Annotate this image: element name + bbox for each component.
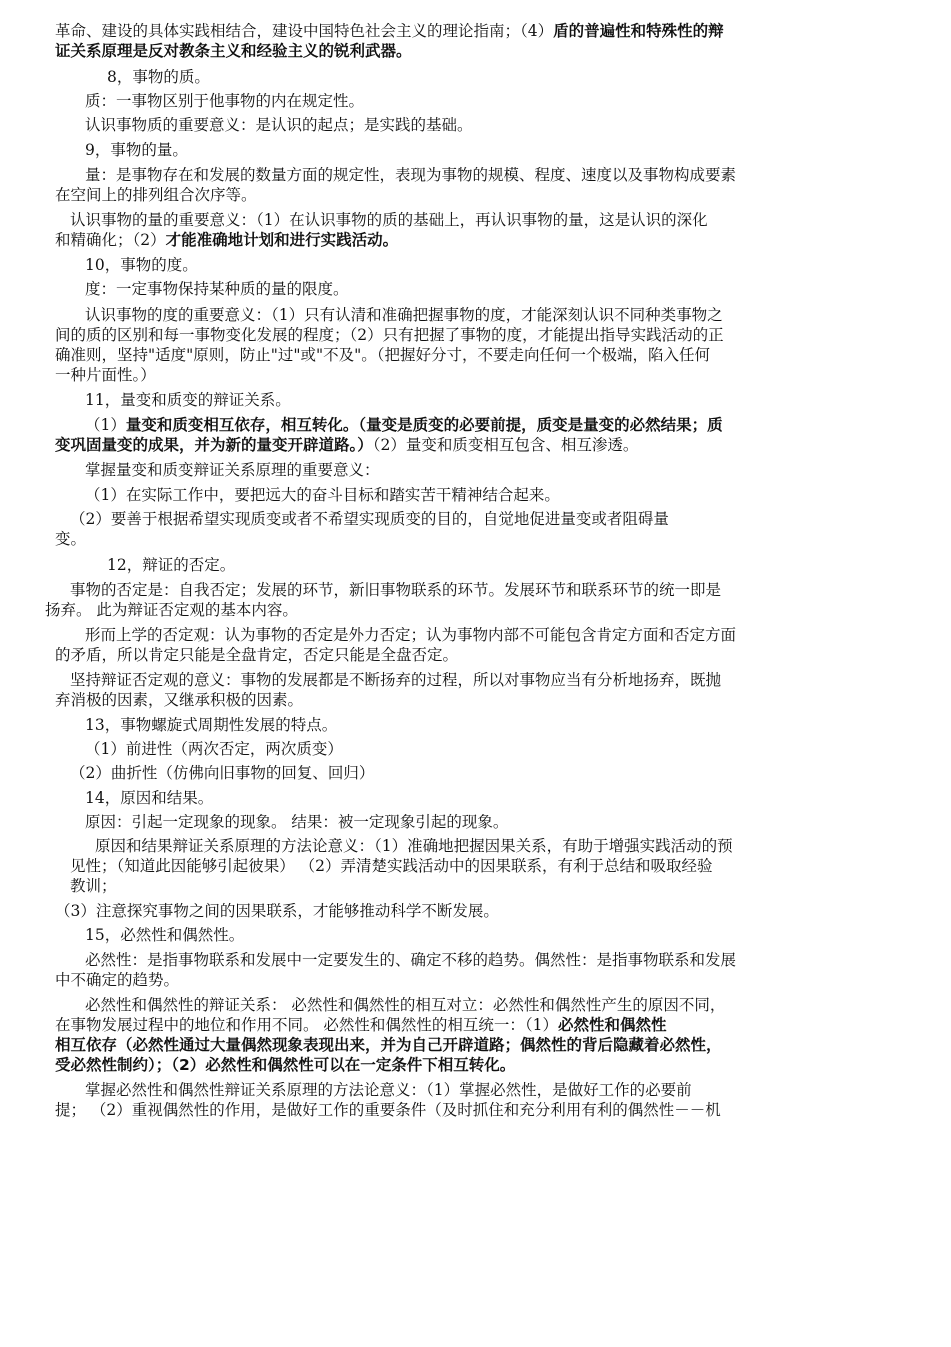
text-segment: 认识事物的量的重要意义：（1）在认识事物的质的基础上，再认识事物的量，这是认识的深化 <box>70 211 708 229</box>
text-line <box>70 510 669 529</box>
text-segment: 必然性和偶然性的辩证关系： 必然性和偶然性的相互对立：必然性和偶然性产生的原因不同， <box>85 996 726 1014</box>
text-segment: 8，事物的质。 <box>107 68 210 86</box>
bold-text-segment: 必然性和偶然性 <box>558 1016 667 1034</box>
text-segment: 扬弃。 此为辩证否定观的基本内容。 <box>45 601 298 619</box>
text-segment: 掌握必然性和偶然性辩证关系原理的方法论意义：（1）掌握必然性，是做好工作的必要前 <box>85 1081 692 1099</box>
text-line <box>55 346 710 365</box>
text-line <box>85 951 736 970</box>
bold-text-segment: 才能准确地计划和进行实践活动。 <box>165 231 399 249</box>
bold-text-segment: 盾的普遍性和特殊性的辩 <box>553 22 724 40</box>
text-segment: 和精确化；（2） <box>55 231 166 249</box>
text-line <box>85 416 723 435</box>
text-line <box>85 166 736 185</box>
text-segment: 一种片面性。） <box>55 366 156 384</box>
text-line <box>85 256 198 275</box>
text-segment: 坚持辩证否定观的意义：事物的发展都是不断扬弃的过程，所以对事物应当有分析地扬弃，既抛 <box>70 671 722 689</box>
text-line <box>45 601 298 620</box>
text-segment: 确准则，坚持"适度"原则，防止"过"或"不及"。（把握好分寸，不要走向任何一个极端，陷入任何 <box>55 346 711 364</box>
text-line <box>70 211 708 230</box>
text-segment: 革命、建设的具体实践相结合，建设中国特色社会主义的理论指南；（4） <box>55 22 554 40</box>
text-line <box>70 764 374 783</box>
text-line <box>55 691 303 710</box>
text-line <box>55 366 156 385</box>
text-segment: 变。 <box>55 530 87 548</box>
text-segment: 在事物发展过程中的地位和作用不同。 必然性和偶然性的相互统一：（1） <box>55 1016 559 1034</box>
text-segment: 认识事物质的重要意义：是认识的起点；是实践的基础。 <box>85 116 473 134</box>
text-segment: 弃消极的因素，又继承积极的因素。 <box>55 691 304 709</box>
text-line <box>85 996 725 1015</box>
text-line <box>85 716 337 735</box>
text-line <box>55 971 179 990</box>
text-segment: 12，辩证的否定。 <box>107 556 236 574</box>
text-segment: 认识事物的度的重要意义：（1）只有认清和准确把握事物的度，才能深刻认识不同种类事物之 <box>85 306 723 324</box>
text-line <box>95 837 733 856</box>
text-segment: 15，必然性和偶然性。 <box>85 926 245 944</box>
text-line <box>85 280 349 299</box>
text-line <box>55 1101 721 1120</box>
text-line <box>85 92 364 111</box>
text-segment: 提； （2）重视偶然性的作用，是做好工作的重要条件（及时抓住和充分利用有利的偶然性－－机 <box>55 1101 721 1119</box>
text-segment: （2）要善于根据希望实现质变或者不希望实现质变的目的，自觉地促进量变或者阻碍量 <box>70 510 669 528</box>
text-line <box>55 646 458 665</box>
text-segment: 在空间上的排列组合次序等。 <box>55 186 257 204</box>
text-line <box>85 116 473 135</box>
text-segment: 事物的否定是：自我否定；发展的环节，新旧事物联系的环节。发展环节和联系环节的统一即是 <box>70 581 722 599</box>
text-line <box>70 671 721 690</box>
text-segment: 13，事物螺旋式周期性发展的特点。 <box>85 716 338 734</box>
text-line <box>85 740 343 759</box>
text-line <box>55 186 257 205</box>
text-segment: 10，事物的度。 <box>85 256 198 274</box>
text-segment: 原因和结果辩证关系原理的方法论意义：（1）准确地把握因果关系，有助于增强实践活动的预 <box>95 837 733 855</box>
text-line <box>85 306 723 325</box>
text-line <box>70 857 713 876</box>
text-line <box>85 1081 692 1100</box>
bold-text-segment: 证关系原理是反对教条主义和经验主义的锐利武器。 <box>55 42 412 60</box>
text-segment: （1） <box>85 416 126 434</box>
text-line <box>55 326 724 345</box>
text-segment: 原因：引起一定现象的现象。 结果：被一定现象引起的现象。 <box>85 813 509 831</box>
text-line <box>55 530 86 549</box>
text-line <box>107 68 210 87</box>
text-segment: 14，原因和结果。 <box>85 789 214 807</box>
text-line <box>107 556 235 575</box>
bold-text-segment: 变巩固量变的成果，并为新的量变开辟道路。） <box>55 436 373 454</box>
text-line <box>70 581 721 600</box>
text-segment: 中不确定的趋势。 <box>55 971 180 989</box>
text-line <box>55 436 638 455</box>
text-segment: 形而上学的否定观：认为事物的否定是外力否定；认为事物内部不可能包含肯定方面和否定方面 <box>85 626 737 644</box>
text-line <box>55 1016 667 1035</box>
bold-text-segment: 受必然性制约）；（2）必然性和偶然性可以在一定条件下相互转化。 <box>55 1056 516 1074</box>
text-line <box>85 486 560 505</box>
text-line <box>85 813 508 832</box>
text-segment: （3）注意探究事物之间的因果联系，才能够推动科学不断发展。 <box>55 902 499 920</box>
text-line <box>55 231 398 250</box>
text-segment: 质：一事物区别于他事物的内在规定性。 <box>85 92 365 110</box>
text-line <box>55 1036 722 1055</box>
text-line <box>85 926 244 945</box>
text-segment: 度：一定事物保持某种质的量的限度。 <box>85 280 349 298</box>
bold-text-segment: 相互依存（必然性通过大量偶然现象表现出来，并为自己开辟道路；偶然性的背后隐藏着必然性， <box>55 1036 722 1054</box>
text-segment: （1）在实际工作中，要把远大的奋斗目标和踏实苦干精神结合起来。 <box>85 486 560 504</box>
text-line <box>55 1056 515 1075</box>
bold-text-segment: 量变和质变相互依存，相互转化。（量变是质变的必要前提，质变是量变的必然结果；质 <box>125 416 723 434</box>
text-line <box>85 626 736 645</box>
text-segment: 必然性：是指事物联系和发展中一定要发生的、确定不移的趋势。偶然性：是指事物联系和发展 <box>85 951 737 969</box>
text-segment: （1）前进性（两次否定，两次质变） <box>85 740 343 758</box>
text-segment: 间的质的区别和每一事物变化发展的程度；（2）只有把握了事物的度，才能提出指导实践活动的正 <box>55 326 724 344</box>
text-segment: 11，量变和质变的辩证关系。 <box>85 391 291 409</box>
text-line <box>85 461 380 480</box>
text-line <box>85 141 188 160</box>
text-line <box>85 789 213 808</box>
text-line <box>55 902 499 921</box>
text-line <box>85 391 291 410</box>
text-segment: 掌握量变和质变辩证关系原理的重要意义： <box>85 461 380 479</box>
text-segment: 的矛盾，所以肯定只能是全盘肯定，否定只能是全盘否定。 <box>55 646 459 664</box>
text-segment: 9，事物的量。 <box>85 141 188 159</box>
text-segment: 量：是事物存在和发展的数量方面的规定性，表现为事物的规模、程度、速度以及事物构成要素 <box>85 166 737 184</box>
text-segment: （2）量变和质变相互包含、相互渗透。 <box>372 436 639 454</box>
text-segment: 见性；（知道此因能够引起彼果） （2）弄清楚实践活动中的因果联系，有利于总结和吸取经验 <box>70 857 713 875</box>
text-segment: （2）曲折性（仿佛向旧事物的回复、回归） <box>70 764 375 782</box>
text-line <box>70 877 117 896</box>
text-line <box>55 42 412 61</box>
text-segment: 教训； <box>70 877 117 895</box>
text-line <box>55 22 724 41</box>
